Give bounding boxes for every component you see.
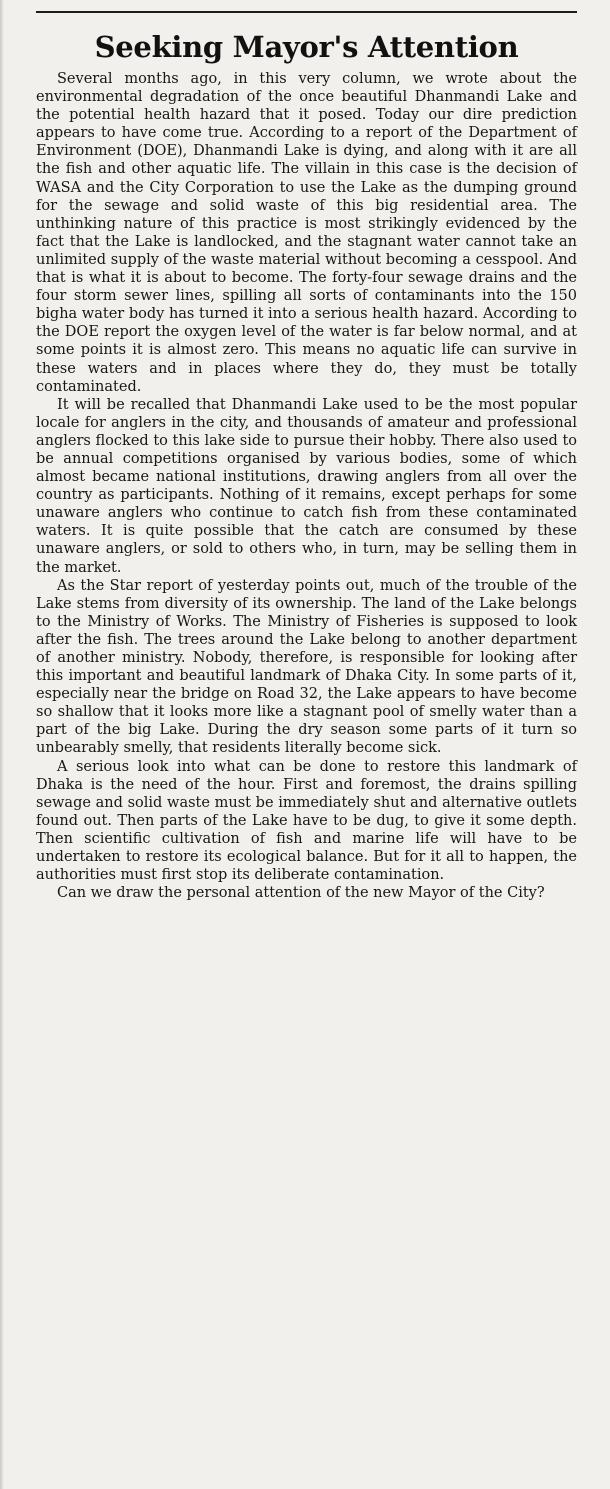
paragraph-3: As the Star report of yesterday points out, much of the trouble of the Lake stems from diversity of its ownership. The land of the Lake belongs to the Ministry of Works. The Ministry of Fisheries is supposed to look after the fish. The trees around the Lake belong to another department of another ministry. Nobody, therefore, is responsible for looking after this important and beautiful landmark of Dhaka City. In some parts of it, especially near the bridge on Road 32, the Lake appears to have become so shallow that it looks more like a stagnant pool of smelly water than a part of the big Lake. During the dry season some parts of it turn so unbearably smelly, that residents literally become sick. <box>36 577 577 757</box>
paragraph-2: It will be recalled that Dhanmandi Lake used to be the most popular locale for anglers in the city, and thousands of amateur and professional anglers flocked to this lake side to pursue their hobby. There also used to be annual competitions organised by various bodies, some of which almost became national institutions, drawing anglers from all over the country as participants. Nothing of it remains, except perhaps for some unaware anglers who continue to catch fish from these contaminated waters. It is quite possible that the catch are consumed by these unaware anglers, or sold to others who, in turn, may be selling them in the market. <box>36 396 577 576</box>
paragraph-5: Can we draw the personal attention of the new Mayor of the City? <box>57 885 545 902</box>
headline: Seeking Mayor's Attention <box>94 30 519 64</box>
page-edge-shadow <box>0 0 4 1489</box>
paragraph-1: Several months ago, in this very column, we wrote about the environmental degradation of the once beautiful Dhanmandi Lake and the potential health hazard that it posed. Today our dire prediction appears to have come true. According to a report of the Department of Environment (DOE), Dhanmandi Lake is dying, and along with it are all the fish and other aquatic life. The villain in this case is the decision of WASA and the City Corporation to use the Lake as the dumping ground for the sewage and solid waste of this big residential area. The unthinking nature of this practice is most strikingly evidenced by the fact that the Lake is landlocked, and the stagnant water cannot take an unlimited supply of the waste material without becoming a cesspool. And that is what it is about to become. The forty-four sewage drains and the four storm sewer lines, spilling all sorts of contaminants into the 150 bigha water body has turned it into a serious health hazard. According to the DOE report the oxygen level of the water is far below normal, and at some points it is almost zero. This means no aquatic life can survive in these waters and in places where they do, they must be totally contaminated. <box>36 71 577 395</box>
article-body <box>36 70 577 902</box>
top-rule <box>36 11 577 13</box>
paragraph-4: A serious look into what can be done to restore this landmark of Dhaka is the need of the hour. First and foremost, the drains spilling sewage and solid waste must be immediately shut and alternative outlets found out. Then parts of the Lake have to be dug, to give it some depth. Then scientific cultivation of fish and marine life will have to be undertaken to restore its ecological balance. But for it all to happen, the authorities must first stop its deliberate contamination. <box>36 758 577 884</box>
